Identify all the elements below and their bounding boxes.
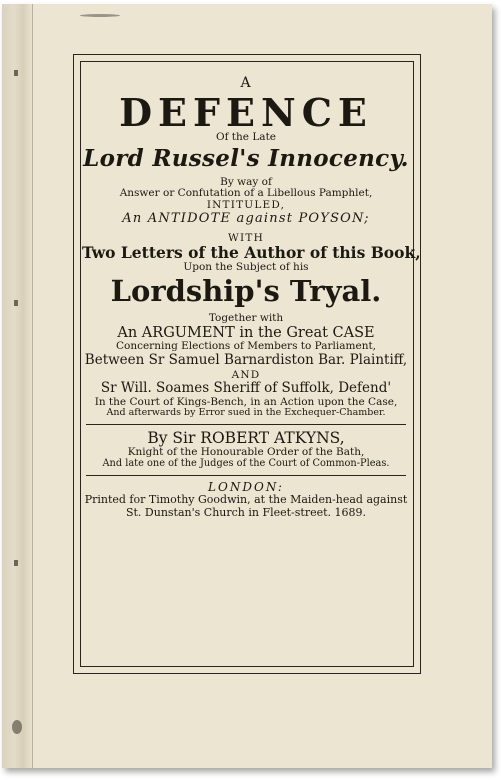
ink-smudge <box>12 720 22 734</box>
line-knight: Knight of the Honourable Order of the Bath, <box>127 446 365 459</box>
line-london: LONDON: <box>208 480 284 494</box>
title-lordships-tryal: Lordship's Tryal. <box>110 274 382 309</box>
title-defence: DEFENCE <box>119 89 373 135</box>
line-concerning: Concerning Elections of Members to Parliament, <box>115 339 377 352</box>
spine-stitch-mark <box>14 560 18 566</box>
line-together-with: Together with <box>208 311 284 324</box>
line-and: AND <box>231 368 261 381</box>
title-page-text <box>82 66 421 519</box>
line-antidote: An ANTIDOTE against POYSON; <box>122 210 370 226</box>
line-judge: And late one of the Judges of the Court of Common-Pleas. <box>102 458 390 470</box>
line-by-way-of: By way of <box>220 175 272 188</box>
line-answer: Answer or Confutation of a Libellous Pamphlet, <box>119 187 373 200</box>
line-st-dunstan: St. Dunstan's Church in Fleet-street. 1689. <box>125 505 367 519</box>
line-between: Between Sr Samuel Barnardiston Bar. Plaintiff, <box>84 351 408 368</box>
line-soames: Sr Will. Soames Sheriff of Suffolk, Defend' <box>100 380 392 397</box>
line-of-the-late: Of the Late <box>215 131 277 144</box>
line-a: A <box>240 75 252 91</box>
line-two-letters: Two Letters of the Author of this Book, <box>82 243 421 263</box>
spine-stitch-mark <box>14 70 18 76</box>
line-printed-for: Printed for Timothy Goodwin, at the Maiden-head against <box>84 493 408 507</box>
line-afterwards: And afterwards by Error sued in the Exchequer-Chamber. <box>106 407 386 419</box>
divider-rule <box>86 475 406 476</box>
divider-rule <box>86 424 406 425</box>
title-russel-innocency: Lord Russel's Innocency. <box>83 144 409 172</box>
line-with: WITH <box>228 231 264 244</box>
book-spine <box>2 4 33 768</box>
spine-stitch-mark <box>14 300 18 306</box>
ink-smudge <box>80 14 120 17</box>
line-kings-bench: In the Court of Kings-Bench, in an Action upon the Case, <box>94 395 398 408</box>
line-argument: An ARGUMENT in the Great CASE <box>117 324 375 341</box>
line-intituled: INTITULED, <box>206 199 286 212</box>
line-author: By Sir ROBERT ATKYNS, <box>147 428 345 447</box>
line-upon-subject: Upon the Subject of his <box>183 260 309 273</box>
